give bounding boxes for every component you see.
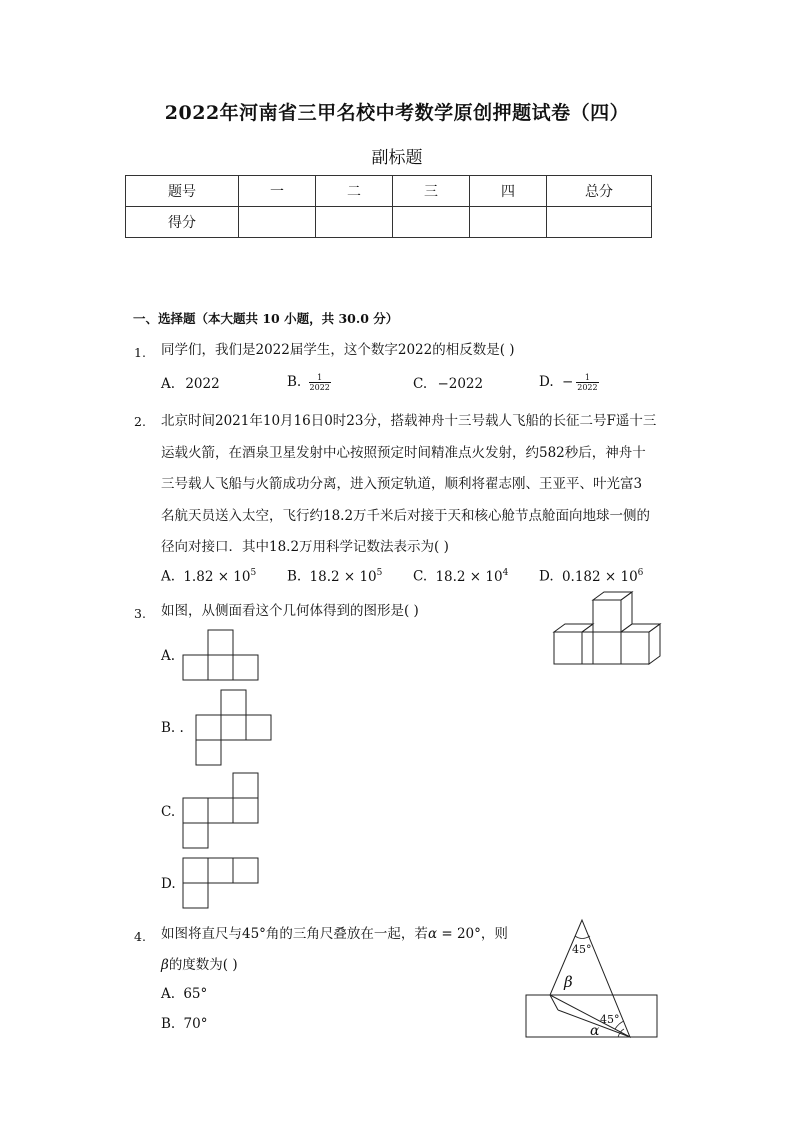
question-line: 三号载人飞船与火箭成功分离，进入预定轨道，顺利将翟志刚、王亚平、叶光富3: [161, 476, 643, 492]
option-value: 65°: [183, 986, 208, 1002]
question-number: 4.: [134, 929, 146, 944]
score-cell: [316, 207, 393, 238]
option-a: [161, 986, 207, 1002]
option-label: C.: [413, 376, 428, 392]
option-b: B. .: [161, 720, 184, 736]
section-heading: 一、选择题（本大题共 10 小题，共 30.0 分）: [133, 311, 399, 326]
question-line: 北京时间2021年10月16日0时23分，搭载神舟十三号载人飞船的长征二号F遥十三: [161, 413, 657, 429]
score-table-header-row: [126, 176, 652, 207]
alpha-symbol: α: [427, 926, 438, 942]
question-line: 名航天员送入太空，飞行约18.2万千米后对接于天和核心舱节点舱面向地球一侧的: [161, 507, 651, 524]
question-text: [161, 406, 666, 564]
beta-symbol: β: [161, 957, 169, 973]
cube-edge: [582, 624, 593, 632]
option-label: D.: [539, 568, 554, 585]
option-value: −2022: [437, 376, 484, 392]
option-label: A.: [161, 568, 176, 585]
option-c: C.: [161, 804, 176, 820]
cube-face: [582, 632, 593, 664]
option-label: A.: [161, 376, 176, 392]
cube-face: [621, 592, 632, 632]
option-sign: −: [561, 374, 574, 390]
option-d: [539, 373, 599, 392]
alpha-label: α: [590, 1023, 600, 1039]
option-b-figure: [195, 689, 275, 769]
option-label: B.: [161, 1016, 176, 1032]
cube-face: [554, 632, 582, 664]
option-b: [287, 568, 382, 585]
fraction-numerator: 1: [309, 373, 331, 383]
text-fragment: 如图将直尺与45°角的三角尺叠放在一起，若: [161, 926, 428, 942]
option-a: A.: [161, 648, 176, 664]
score-table-header-cell: 三: [393, 176, 470, 207]
option-b: [287, 373, 331, 392]
question-line: 径向对接口．其中18.2万用科学记数法表示为( ): [161, 539, 449, 555]
score-table-header-cell: 四: [470, 176, 547, 207]
question-number: 3.: [134, 606, 146, 621]
score-table: [125, 175, 652, 238]
fraction-denominator: 2022: [577, 383, 598, 392]
question-text: [161, 920, 521, 979]
question-line: 运载火箭，在酒泉卫星发射中心按照预定时间精准点火发射，约582秒后，神舟十: [161, 444, 646, 461]
text-fragment: 的度数为( ): [168, 957, 238, 973]
fraction-numerator: 1: [576, 373, 598, 383]
score-cell: [239, 207, 316, 238]
question-text: 同学们，我们是2022届学生，这个数字2022的相反数是( ): [161, 342, 515, 358]
option-a-figure: [182, 628, 262, 683]
option-label: C.: [413, 568, 428, 585]
fraction: [576, 373, 598, 392]
question-number: 1.: [134, 345, 146, 360]
option-value: 2022: [185, 376, 220, 392]
score-table-header-cell: 总分: [547, 176, 652, 207]
cube-face: [621, 632, 649, 664]
score-table-header-cell: 一: [239, 176, 316, 207]
score-row-label: 得分: [126, 207, 239, 238]
beta-label: β: [564, 973, 573, 991]
option-c: [413, 376, 483, 392]
score-table-score-row: [126, 207, 652, 238]
page-title: 2022年河南省三甲名校中考数学原创押题试卷（四）: [164, 102, 630, 124]
option-c-figure: [182, 772, 262, 852]
cube-face: [649, 624, 660, 664]
score-table-header-cell: 题号: [126, 176, 239, 207]
angle-label-top: 45°: [572, 943, 592, 956]
option-c: [413, 568, 508, 585]
option-exponent: 5: [250, 568, 257, 578]
option-value: 18.2 × 10: [435, 568, 503, 585]
solid-figure: [550, 590, 665, 675]
option-exponent: 4: [502, 568, 509, 578]
question-text: 如图，从侧面看这个几何体得到的图形是( ): [161, 603, 419, 619]
option-exponent: 6: [637, 568, 644, 578]
option-a: [161, 568, 256, 585]
ruler-triangle-figure: [520, 915, 665, 1045]
option-value: 70°: [183, 1016, 208, 1032]
option-a: [161, 376, 220, 392]
score-table-header-cell: 二: [316, 176, 393, 207]
option-d-figure: [182, 856, 262, 912]
option-label: A.: [161, 986, 176, 1002]
page-subtitle: 副标题: [371, 148, 423, 168]
option-d: [539, 568, 643, 585]
question-line: [161, 951, 521, 979]
option-label: B.: [287, 374, 302, 390]
angle-arc: [575, 936, 590, 939]
score-cell: [547, 207, 652, 238]
cube-face: [593, 600, 621, 632]
option-value: 18.2 × 10: [309, 568, 377, 585]
option-value: 0.182 × 10: [561, 568, 638, 585]
question-number: 2.: [134, 414, 146, 429]
text-fragment: = 20°，则: [437, 926, 508, 942]
option-label: D.: [539, 374, 554, 390]
angle-label-bottom: 45°: [600, 1013, 620, 1026]
fraction-denominator: 2022: [309, 383, 330, 392]
option-label: B.: [287, 568, 302, 585]
question-line: [161, 920, 521, 948]
fraction: [309, 373, 331, 392]
cube-face: [593, 632, 621, 664]
option-value: 1.82 × 10: [183, 568, 251, 585]
score-cell: [470, 207, 547, 238]
option-d: D.: [161, 876, 176, 892]
option-b: [161, 1016, 207, 1032]
option-exponent: 5: [376, 568, 383, 578]
score-cell: [393, 207, 470, 238]
